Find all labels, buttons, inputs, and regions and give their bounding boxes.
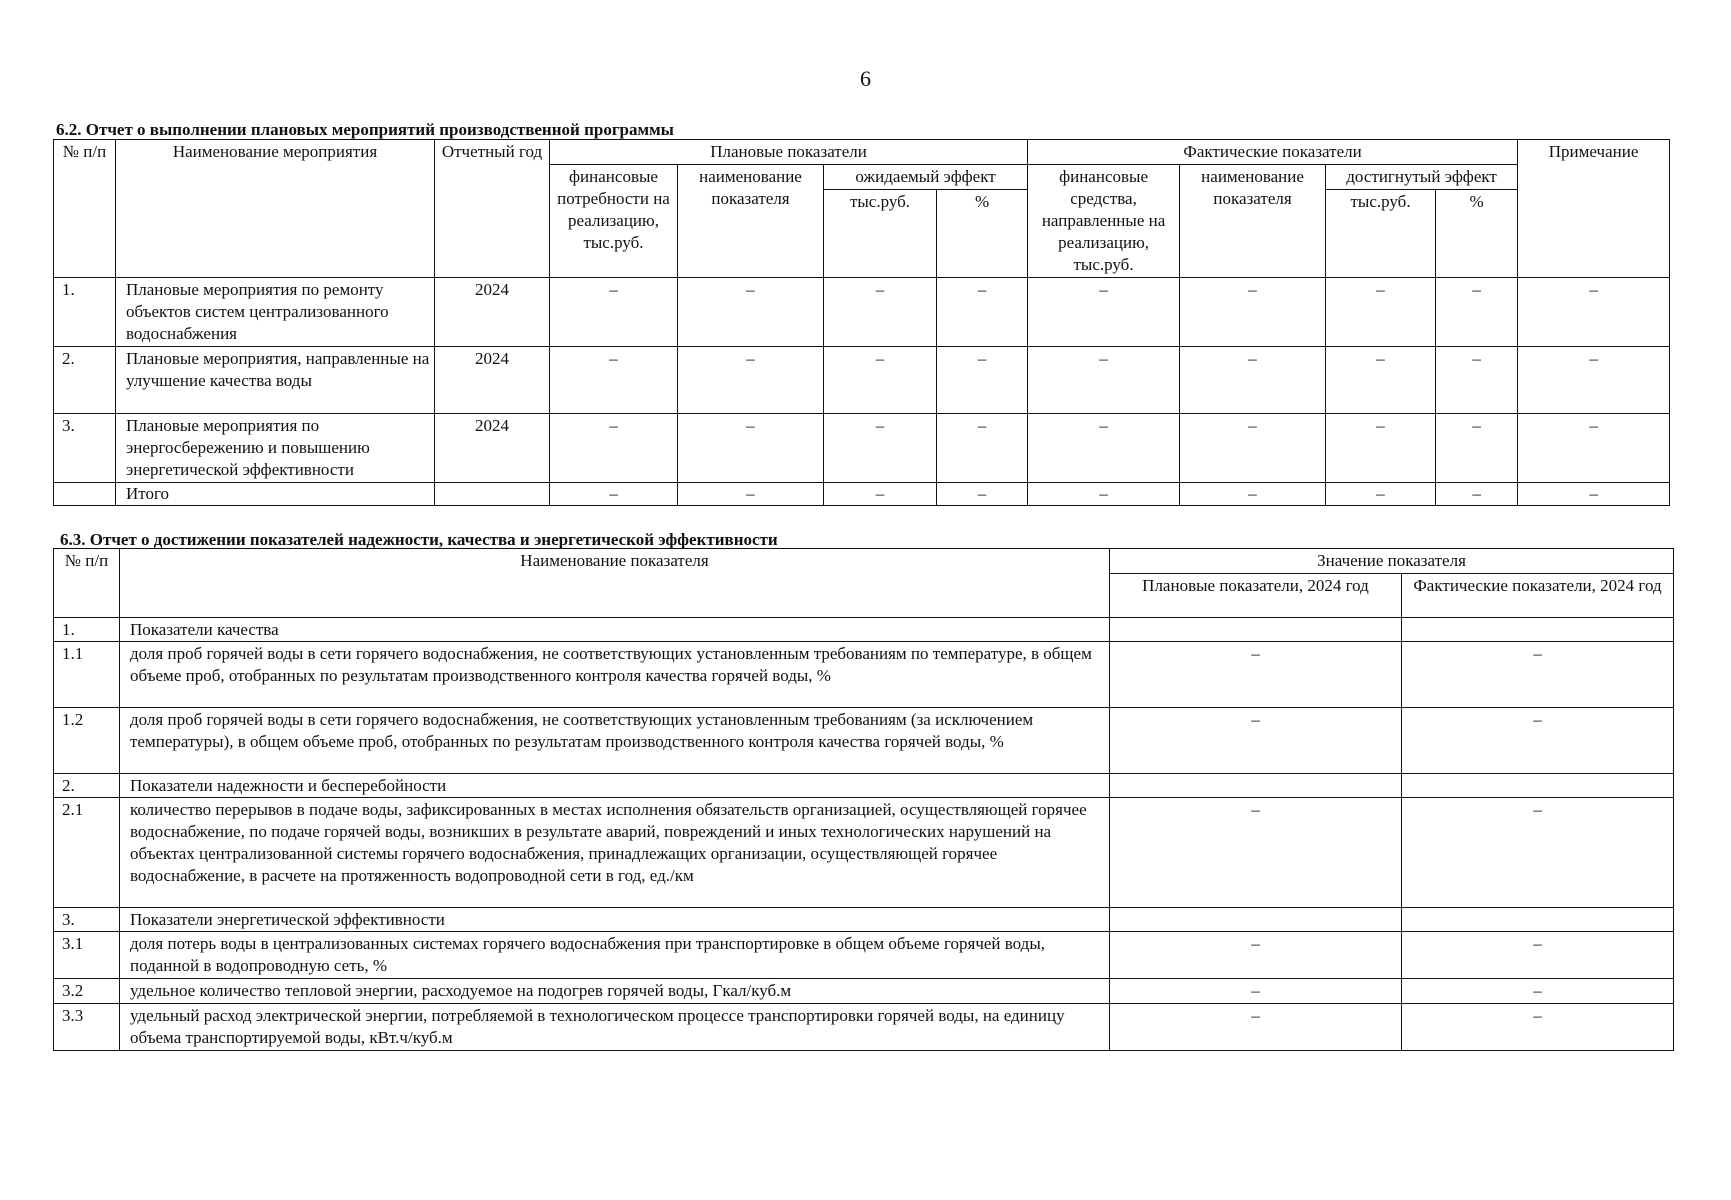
cell-value: – (937, 278, 1028, 347)
header-plan-effect: ожидаемый эффект (824, 165, 1028, 190)
row-num: 1. (54, 618, 120, 642)
cell-plan: – (1110, 798, 1402, 908)
cell-value: – (1518, 278, 1670, 347)
cell-value: – (824, 483, 937, 506)
cell-value: – (1180, 414, 1326, 483)
header-num: № п/п (54, 140, 116, 278)
cell-plan: – (1110, 932, 1402, 979)
row-num: 2. (54, 347, 116, 414)
header-fact-indicator: наименование показателя (1180, 165, 1326, 278)
row-num: 2. (54, 774, 120, 798)
cell-value: – (550, 414, 678, 483)
cell-fact (1402, 908, 1674, 932)
cell-value: – (550, 347, 678, 414)
row-name: Показатели надежности и бесперебойности (120, 774, 1110, 798)
cell-value: – (937, 414, 1028, 483)
cell-value: – (1436, 483, 1518, 506)
cell-plan: – (1110, 642, 1402, 708)
row-num: 3. (54, 414, 116, 483)
cell-value: – (550, 278, 678, 347)
table-row (54, 1004, 1674, 1051)
header-plan: Плановые показатели (550, 140, 1028, 165)
cell-value: – (824, 414, 937, 483)
row-year: 2024 (435, 278, 550, 347)
cell-value: – (824, 347, 937, 414)
cell-value: – (1436, 278, 1518, 347)
row-name: Плановые мероприятия по ремонту объектов систем централизованного водоснабжения (116, 278, 435, 347)
header-year: Отчетный год (435, 140, 550, 278)
row-name: удельный расход электрической энергии, потребляемой в технологическом процессе транспортировки горячей воды, на единицу объема транспортируемой воды, кВт.ч/куб.м (120, 1004, 1110, 1051)
cell-fact: – (1402, 708, 1674, 774)
cell-value: – (1028, 347, 1180, 414)
section-62-title: 6.2. Отчет о выполнении плановых мероприятий производственной программы (56, 120, 674, 139)
table-row (54, 979, 1674, 1004)
cell-value: – (1180, 483, 1326, 506)
cell-value: – (1028, 414, 1180, 483)
cell-value: – (1180, 347, 1326, 414)
cell-value: – (1518, 414, 1670, 483)
cell-value: – (1180, 278, 1326, 347)
cell-plan (1110, 618, 1402, 642)
header-plan-effect-pct: % (937, 190, 1028, 278)
cell-fact: – (1402, 642, 1674, 708)
row-num: 2.1 (54, 798, 120, 908)
row-num: 1. (54, 278, 116, 347)
header-num: № п/п (54, 549, 120, 618)
header-fact-effect: достигнутый эффект (1326, 165, 1518, 190)
row-num: 3.3 (54, 1004, 120, 1051)
cell-value: – (550, 483, 678, 506)
row-name: Показатели энергетической эффективности (120, 908, 1110, 932)
planned-activities-report-table (53, 139, 1670, 506)
cell-value: – (1028, 278, 1180, 347)
cell-value: – (1436, 347, 1518, 414)
cell-value: – (1326, 347, 1436, 414)
header-plan-2024: Плановые показатели, 2024 год (1110, 574, 1402, 618)
row-name: доля проб горячей воды в сети горячего водоснабжения, не соответствующих установленным требованиям (за исключением температуры), в общем объеме проб, отобранных по результатам производственного контроля качества горячей воды, % (120, 708, 1110, 774)
cell-value: – (937, 483, 1028, 506)
cell-value: – (1326, 483, 1436, 506)
cell-fact: – (1402, 932, 1674, 979)
header-indicator-name: Наименование показателя (120, 549, 1110, 618)
row-num: 3. (54, 908, 120, 932)
row-year: 2024 (435, 414, 550, 483)
header-plan-indicator: наименование показателя (678, 165, 824, 278)
cell-value: – (678, 278, 824, 347)
table-row (54, 708, 1674, 774)
cell-fact: – (1402, 1004, 1674, 1051)
cell-plan: – (1110, 1004, 1402, 1051)
header-plan-finance: финансовые потребности на реализацию, тыс.руб. (550, 165, 678, 278)
page-number: 6 (860, 66, 871, 91)
table-row (54, 278, 1670, 347)
cell-plan: – (1110, 979, 1402, 1004)
cell-fact: – (1402, 798, 1674, 908)
total-year (435, 483, 550, 506)
cell-fact (1402, 774, 1674, 798)
cell-value: – (937, 347, 1028, 414)
row-num: 3.2 (54, 979, 120, 1004)
cell-value: – (1028, 483, 1180, 506)
row-name: Плановые мероприятия по энергосбережению и повышению энергетической эффективности (116, 414, 435, 483)
row-name: Показатели качества (120, 618, 1110, 642)
row-name: доля потерь воды в централизованных системах горячего водоснабжения при транспортировке в общем объеме горячей воды, поданной в водопроводную сеть, % (120, 932, 1110, 979)
total-label: Итого (116, 483, 435, 506)
cell-fact: – (1402, 979, 1674, 1004)
row-num: 3.1 (54, 932, 120, 979)
table-row (54, 642, 1674, 708)
cell-value: – (824, 278, 937, 347)
row-name: Плановые мероприятия, направленные на улучшение качества воды (116, 347, 435, 414)
header-fact-finance: финансовые средства, направленные на реализацию, тыс.руб. (1028, 165, 1180, 278)
table-row (54, 414, 1670, 483)
header-fact-effect-pct: % (1436, 190, 1518, 278)
total-row (54, 483, 1670, 506)
header-fact-effect-rub: тыс.руб. (1326, 190, 1436, 278)
cell-plan (1110, 774, 1402, 798)
total-num (54, 483, 116, 506)
table-row (54, 798, 1674, 908)
table-row (54, 774, 1674, 798)
header-plan-effect-rub: тыс.руб. (824, 190, 937, 278)
table-row (54, 908, 1674, 932)
header-note: Примечание (1518, 140, 1670, 278)
cell-plan (1110, 908, 1402, 932)
row-num: 1.2 (54, 708, 120, 774)
cell-value: – (1518, 347, 1670, 414)
header-activity-name: Наименование мероприятия (116, 140, 435, 278)
cell-value: – (678, 414, 824, 483)
cell-value: – (678, 483, 824, 506)
row-year: 2024 (435, 347, 550, 414)
table-row (54, 347, 1670, 414)
indicators-report-table (53, 548, 1674, 1051)
section-63-title: 6.3. Отчет о достижении показателей надежности, качества и энергетической эффективности (60, 530, 778, 549)
cell-value: – (1436, 414, 1518, 483)
table-row (54, 618, 1674, 642)
cell-value: – (1326, 414, 1436, 483)
table-row (54, 932, 1674, 979)
row-num: 1.1 (54, 642, 120, 708)
cell-plan: – (1110, 708, 1402, 774)
header-indicator-value: Значение показателя (1110, 549, 1674, 574)
row-name: количество перерывов в подаче воды, зафиксированных в местах исполнения обязательств организацией, осуществляющей горячее водоснабжение, по подаче горячей воды, возникших в результате аварий, повреждений и иных технологических нарушений на объектах централизованной системы горячего водоснабжения, принадлежащих организации, осуществляющей горячее водоснабжение, в расчете на протяженность водопроводной сети в год, ед./км (120, 798, 1110, 908)
row-name: доля проб горячей воды в сети горячего водоснабжения, не соответствующих установленным требованиям по температуре, в общем объеме проб, отобранных по результатам производственного контроля качества горячей воды, % (120, 642, 1110, 708)
row-name: удельное количество тепловой энергии, расходуемое на подогрев горячей воды, Гкал/куб.м (120, 979, 1110, 1004)
header-fact: Фактические показатели (1028, 140, 1518, 165)
cell-value: – (1518, 483, 1670, 506)
cell-value: – (678, 347, 824, 414)
header-fact-2024: Фактические показатели, 2024 год (1402, 574, 1674, 618)
cell-fact (1402, 618, 1674, 642)
cell-value: – (1326, 278, 1436, 347)
